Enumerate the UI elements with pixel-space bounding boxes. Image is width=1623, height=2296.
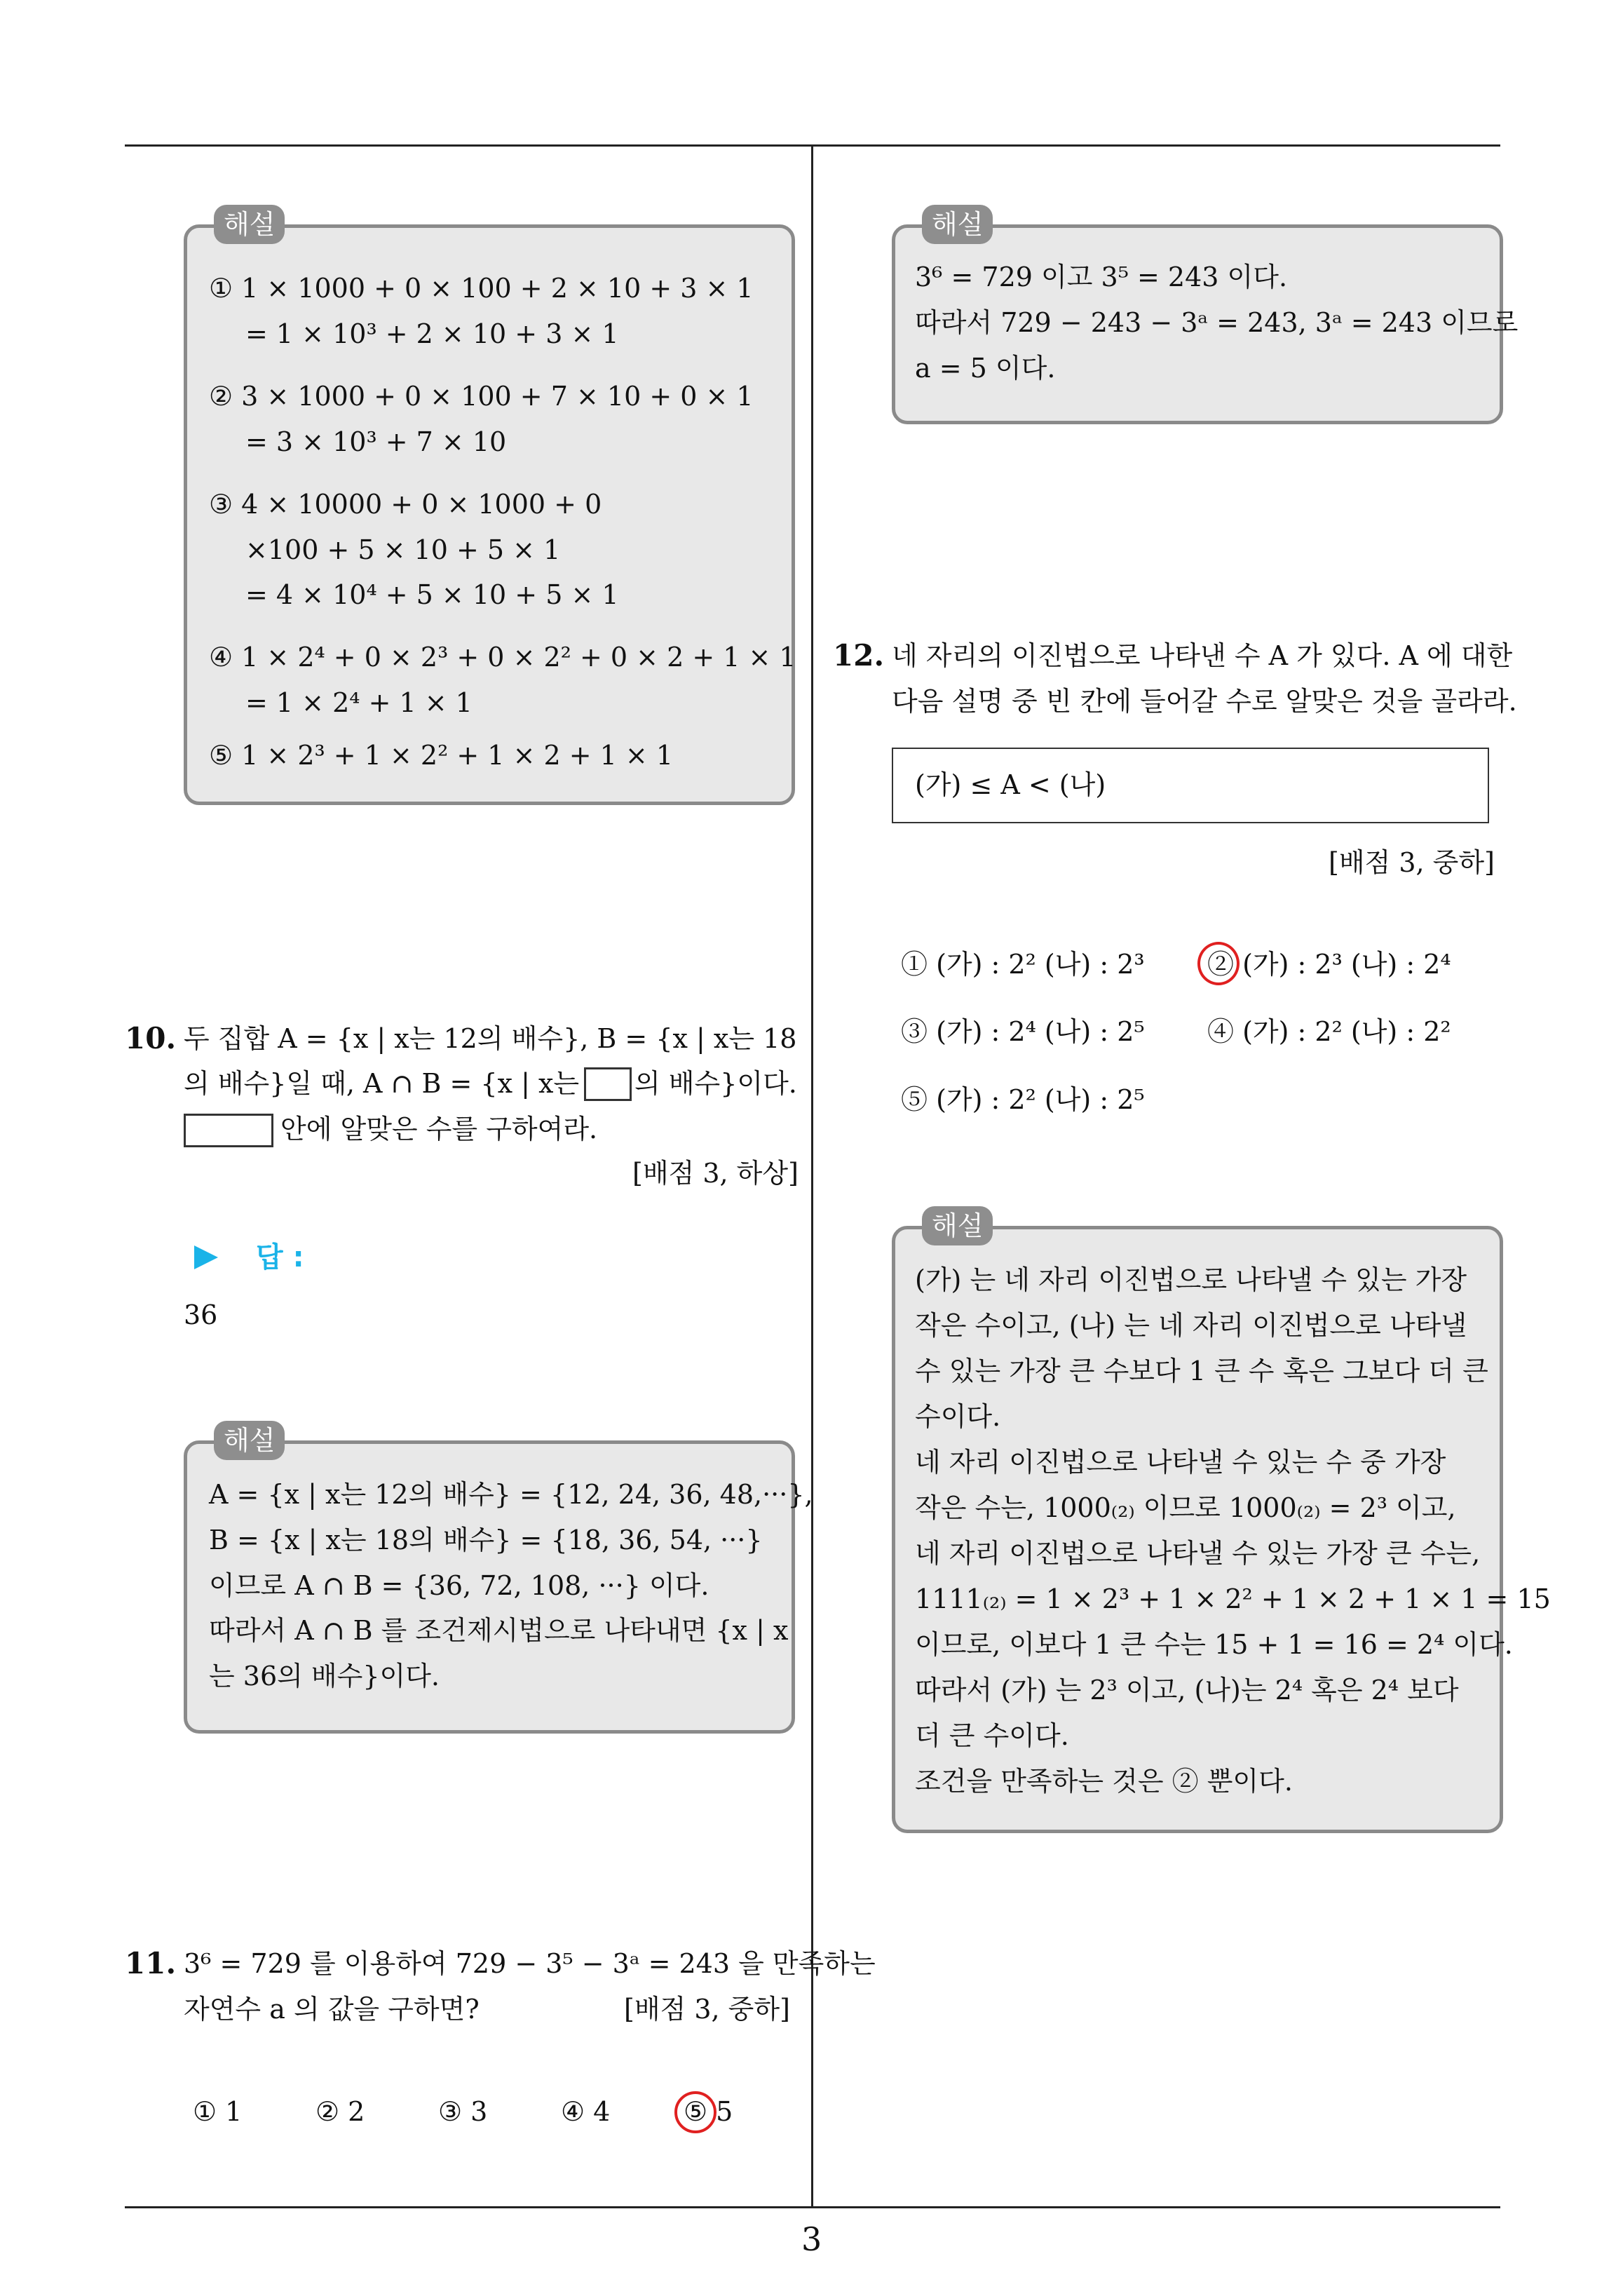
- q11-choice-5[interactable]: ⑤ 5: [684, 2096, 733, 2127]
- solution-line: 더 큰 수이다.: [915, 1720, 1069, 1751]
- solution-line: 는 36의 배수}이다.: [209, 1661, 440, 1691]
- solution-line: (가) 는 네 자리 이진법으로 나타낼 수 있는 가장: [915, 1264, 1467, 1295]
- q12-choice-4[interactable]: ④ (가) : 2² (나) : 2²: [1207, 1016, 1451, 1047]
- q10-answer: 36: [184, 1299, 218, 1330]
- solution-line: 따라서 A ∩ B 를 조건제시법으로 나타내면 {x | x: [209, 1615, 789, 1646]
- solution-tag: 해설: [214, 1421, 285, 1460]
- solution-line: A = {x | x는 12의 배수} = {12, 24, 36, 48,···},: [209, 1479, 813, 1510]
- solution-line: ×100 + 5 × 10 + 5 × 1: [245, 534, 561, 565]
- solution-line: = 1 × 10³ + 2 × 10 + 3 × 1: [245, 318, 619, 349]
- solution-line: 이므로 A ∩ B = {36, 72, 108, ···} 이다.: [209, 1570, 709, 1601]
- q12-choice-5[interactable]: ⑤ (가) : 2² (나) : 2⁵: [901, 1084, 1145, 1115]
- solution-line: 따라서 729 − 243 − 3ᵃ = 243, 3ᵃ = 243 이므로: [915, 307, 1519, 338]
- q12-condition-text: (가) ≤ A < (나): [915, 769, 1106, 800]
- solution-line: ① 1 × 1000 + 0 × 100 + 2 × 10 + 3 × 1: [209, 273, 754, 304]
- solution-line: 따라서 (가) 는 2³ 이고, (나)는 2⁴ 혹은 2⁴ 보다: [915, 1675, 1459, 1706]
- solution-line: = 3 × 10³ + 7 × 10: [245, 426, 507, 457]
- q10-blank-box: [184, 1114, 273, 1147]
- q11-choice-3[interactable]: ③ 3: [438, 2096, 488, 2127]
- q12-line1: 네 자리의 이진법으로 나타낸 수 A 가 있다. A 에 대한: [892, 640, 1513, 671]
- page-number: 3: [801, 2220, 822, 2258]
- q11-choice-2[interactable]: ② 2: [315, 2096, 365, 2127]
- q10-line3: 안에 알맞은 수를 구하여라.: [280, 1114, 598, 1144]
- q10-line1: 두 집합 A = {x | x는 12의 배수}, B = {x | x는 18: [184, 1023, 797, 1054]
- solution-line: = 4 × 10⁴ + 5 × 10 + 5 × 1: [245, 579, 619, 610]
- solution-line: 1111₍₂₎ = 1 × 2³ + 1 × 2² + 1 × 2 + 1 × 1 = 15: [915, 1583, 1551, 1614]
- q12-points: [배점 3, 중하]: [1329, 847, 1495, 878]
- bottom-rule: [125, 2206, 1500, 2208]
- solution-line: 작은 수는, 1000₍₂₎ 이므로 1000₍₂₎ = 2³ 이고,: [915, 1492, 1456, 1523]
- solution-line: a = 5 이다.: [915, 353, 1056, 384]
- solution-line: 3⁶ = 729 이고 3⁵ = 243 이다.: [915, 262, 1288, 292]
- q11-choice-1[interactable]: ① 1: [193, 2096, 243, 2127]
- solution-line: = 1 × 2⁴ + 1 × 1: [245, 687, 473, 718]
- q11-line2: 자연수 a 의 값을 구하면?: [184, 1994, 480, 2025]
- q12-choice-3[interactable]: ③ (가) : 2⁴ (나) : 2⁵: [901, 1016, 1145, 1047]
- q11-answer-mark-circle: [674, 2091, 717, 2133]
- solution-tag: 해설: [922, 1206, 993, 1245]
- question-number-10: 10.: [125, 1021, 177, 1055]
- solution-line: 네 자리 이진법으로 나타낼 수 있는 수 중 가장: [915, 1447, 1446, 1478]
- q10-blank-inline: [584, 1067, 632, 1101]
- column-divider: [811, 144, 813, 2208]
- question-number-12: 12.: [833, 638, 885, 673]
- solution-line: 이므로, 이보다 1 큰 수는 15 + 1 = 16 = 2⁴ 이다.: [915, 1629, 1513, 1660]
- solution-line: 조건을 만족하는 것은 ② 뿐이다.: [915, 1766, 1293, 1797]
- answer-label: 답 :: [256, 1241, 304, 1274]
- solution-line: 수이다.: [915, 1401, 1001, 1432]
- solution-line: ③ 4 × 10000 + 0 × 1000 + 0: [209, 489, 602, 520]
- q12-choice-1[interactable]: ① (가) : 2² (나) : 2³: [901, 949, 1145, 980]
- solution-line: ⑤ 1 × 2³ + 1 × 2² + 1 × 2 + 1 × 1: [209, 740, 674, 771]
- answer-arrow-icon: [194, 1245, 218, 1269]
- q10-points: [배점 3, 하상]: [632, 1158, 799, 1189]
- solution-line: 네 자리 이진법으로 나타낼 수 있는 가장 큰 수는,: [915, 1538, 1481, 1569]
- solution-line: ④ 1 × 2⁴ + 0 × 2³ + 0 × 2² + 0 × 2 + 1 × 1: [209, 642, 796, 673]
- q12-choice-2[interactable]: ② (가) : 2³ (나) : 2⁴: [1207, 949, 1451, 980]
- q10-line2b: 의 배수}이다.: [634, 1068, 797, 1099]
- solution-line: 수 있는 가장 큰 수보다 1 큰 수 혹은 그보다 더 큰: [915, 1356, 1488, 1386]
- solution-tag: 해설: [922, 205, 993, 244]
- q11-line1: 3⁶ = 729 를 이용하여 729 − 3⁵ − 3ᵃ = 243 을 만족하는: [184, 1948, 876, 1979]
- q12-answer-mark-circle: [1197, 942, 1240, 985]
- solution-line: ② 3 × 1000 + 0 × 100 + 7 × 10 + 0 × 1: [209, 381, 754, 412]
- question-number-11: 11.: [125, 1946, 177, 1980]
- solution-tag: 해설: [214, 205, 285, 244]
- q11-choice-4[interactable]: ④ 4: [561, 2096, 611, 2127]
- q10-line2a: 의 배수}일 때, A ∩ B = {x | x는: [184, 1068, 580, 1099]
- q12-line2: 다음 설명 중 빈 칸에 들어갈 수로 알맞은 것을 골라라.: [892, 686, 1517, 717]
- solution-line: 작은 수이고, (나) 는 네 자리 이진법으로 나타낼: [915, 1310, 1467, 1341]
- q11-points: [배점 3, 중하]: [624, 1994, 790, 2025]
- solution-line: B = {x | x는 18의 배수} = {18, 36, 54, ···}: [209, 1525, 763, 1555]
